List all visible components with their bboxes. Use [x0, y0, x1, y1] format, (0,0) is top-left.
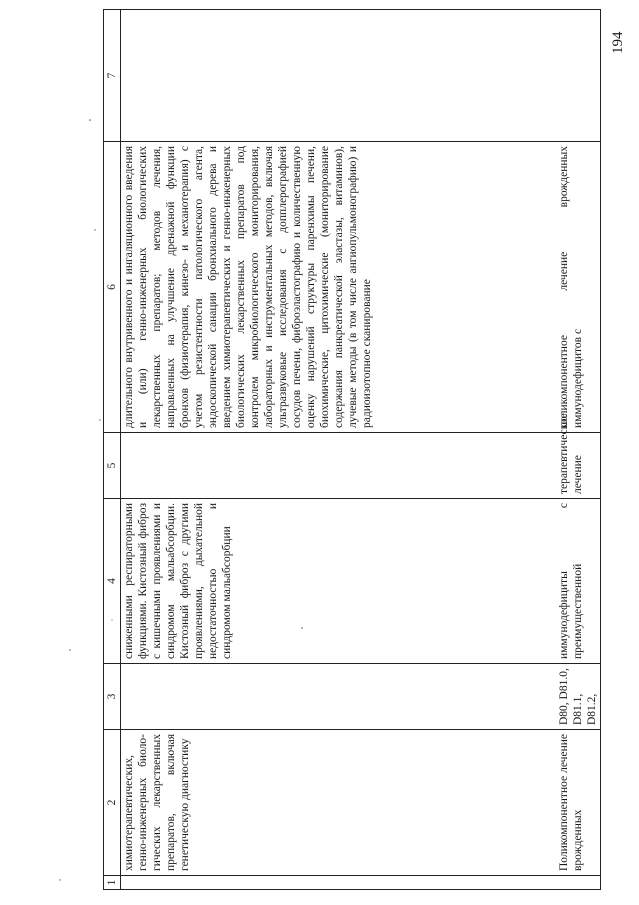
header-col-6: 6 [104, 142, 121, 433]
row1-cell-7 [121, 10, 556, 142]
header-col-3: 3 [104, 664, 121, 730]
table-row [556, 10, 601, 890]
table-header-row [104, 10, 121, 890]
row1-cell-treatment-type [121, 433, 556, 499]
treatment-table [103, 9, 601, 890]
header-col-4: 4 [104, 499, 121, 664]
table-row [121, 10, 556, 890]
row1-cell-method-description: длительного внутривенного и ингаляционного введения и (или) генно-инженерных биологических лекарственных препаратов; методов лечения, направленных на улучшение дренажной функции бронхов (физиотерапия, кинезо- и механотерапия) с учетом резистентности патологического агента, эндоскопической санации бронхиального дерева и введением химиотерапевтических и генно-инженерных биологических лекарственных препаратов под контролем микробиологического мониторирования, лабораторных и инструментальных методов, включая ультразвуковые исследования с допплерографией сосудов печени, фиброэластографию и количественную оценку нарушений структуры паренхимы печени, биохимические, цитохимические (мониторирование содержания панкреатической эластазы, витаминов), лучевые методы (в том числе ангиопульмонографию) и радиоизотопное сканирование [121, 142, 556, 433]
row2-cell-diagnosis: иммунодефициты с преимущественной [556, 499, 601, 664]
header-col-2: 2 [104, 730, 121, 876]
row2-cell-1 [556, 876, 601, 890]
page-number [610, 16, 630, 56]
row2-cell-codes: D80, D81.0, D81.1, D81.2, [556, 664, 601, 730]
row2-cell-method-description: поликомпонентное лечение врожденных иммунодефицитов с [556, 142, 601, 433]
page-number-text: 194 [610, 31, 626, 54]
row1-cell-codes [121, 664, 556, 730]
row1-cell-1 [121, 876, 556, 890]
row2-cell-treatment-method: Поликомпонентное лечение врожденных [556, 730, 601, 876]
header-col-1: 1 [104, 876, 121, 890]
row2-cell-treatment-type: терапевтическое лечение [556, 433, 601, 499]
row1-cell-diagnosis: сниженными респираторными функциями. Кистозный фиброз с кишечными проявлениями и синдромом мальабсорбции. Кистозный фиброз с другими проявлениями, дыхательной недостаточностью и синдромом мальабсорбции [121, 499, 556, 664]
header-col-5: 5 [104, 433, 121, 499]
rotated-table-container [103, 10, 598, 890]
header-col-7: 7 [104, 10, 121, 142]
row2-cell-7 [556, 10, 601, 142]
row1-cell-treatment-method: химиотерапевтических, генно-инженерных биоло-гических лекарственных препаратов, включая генетическую диагностику [121, 730, 556, 876]
